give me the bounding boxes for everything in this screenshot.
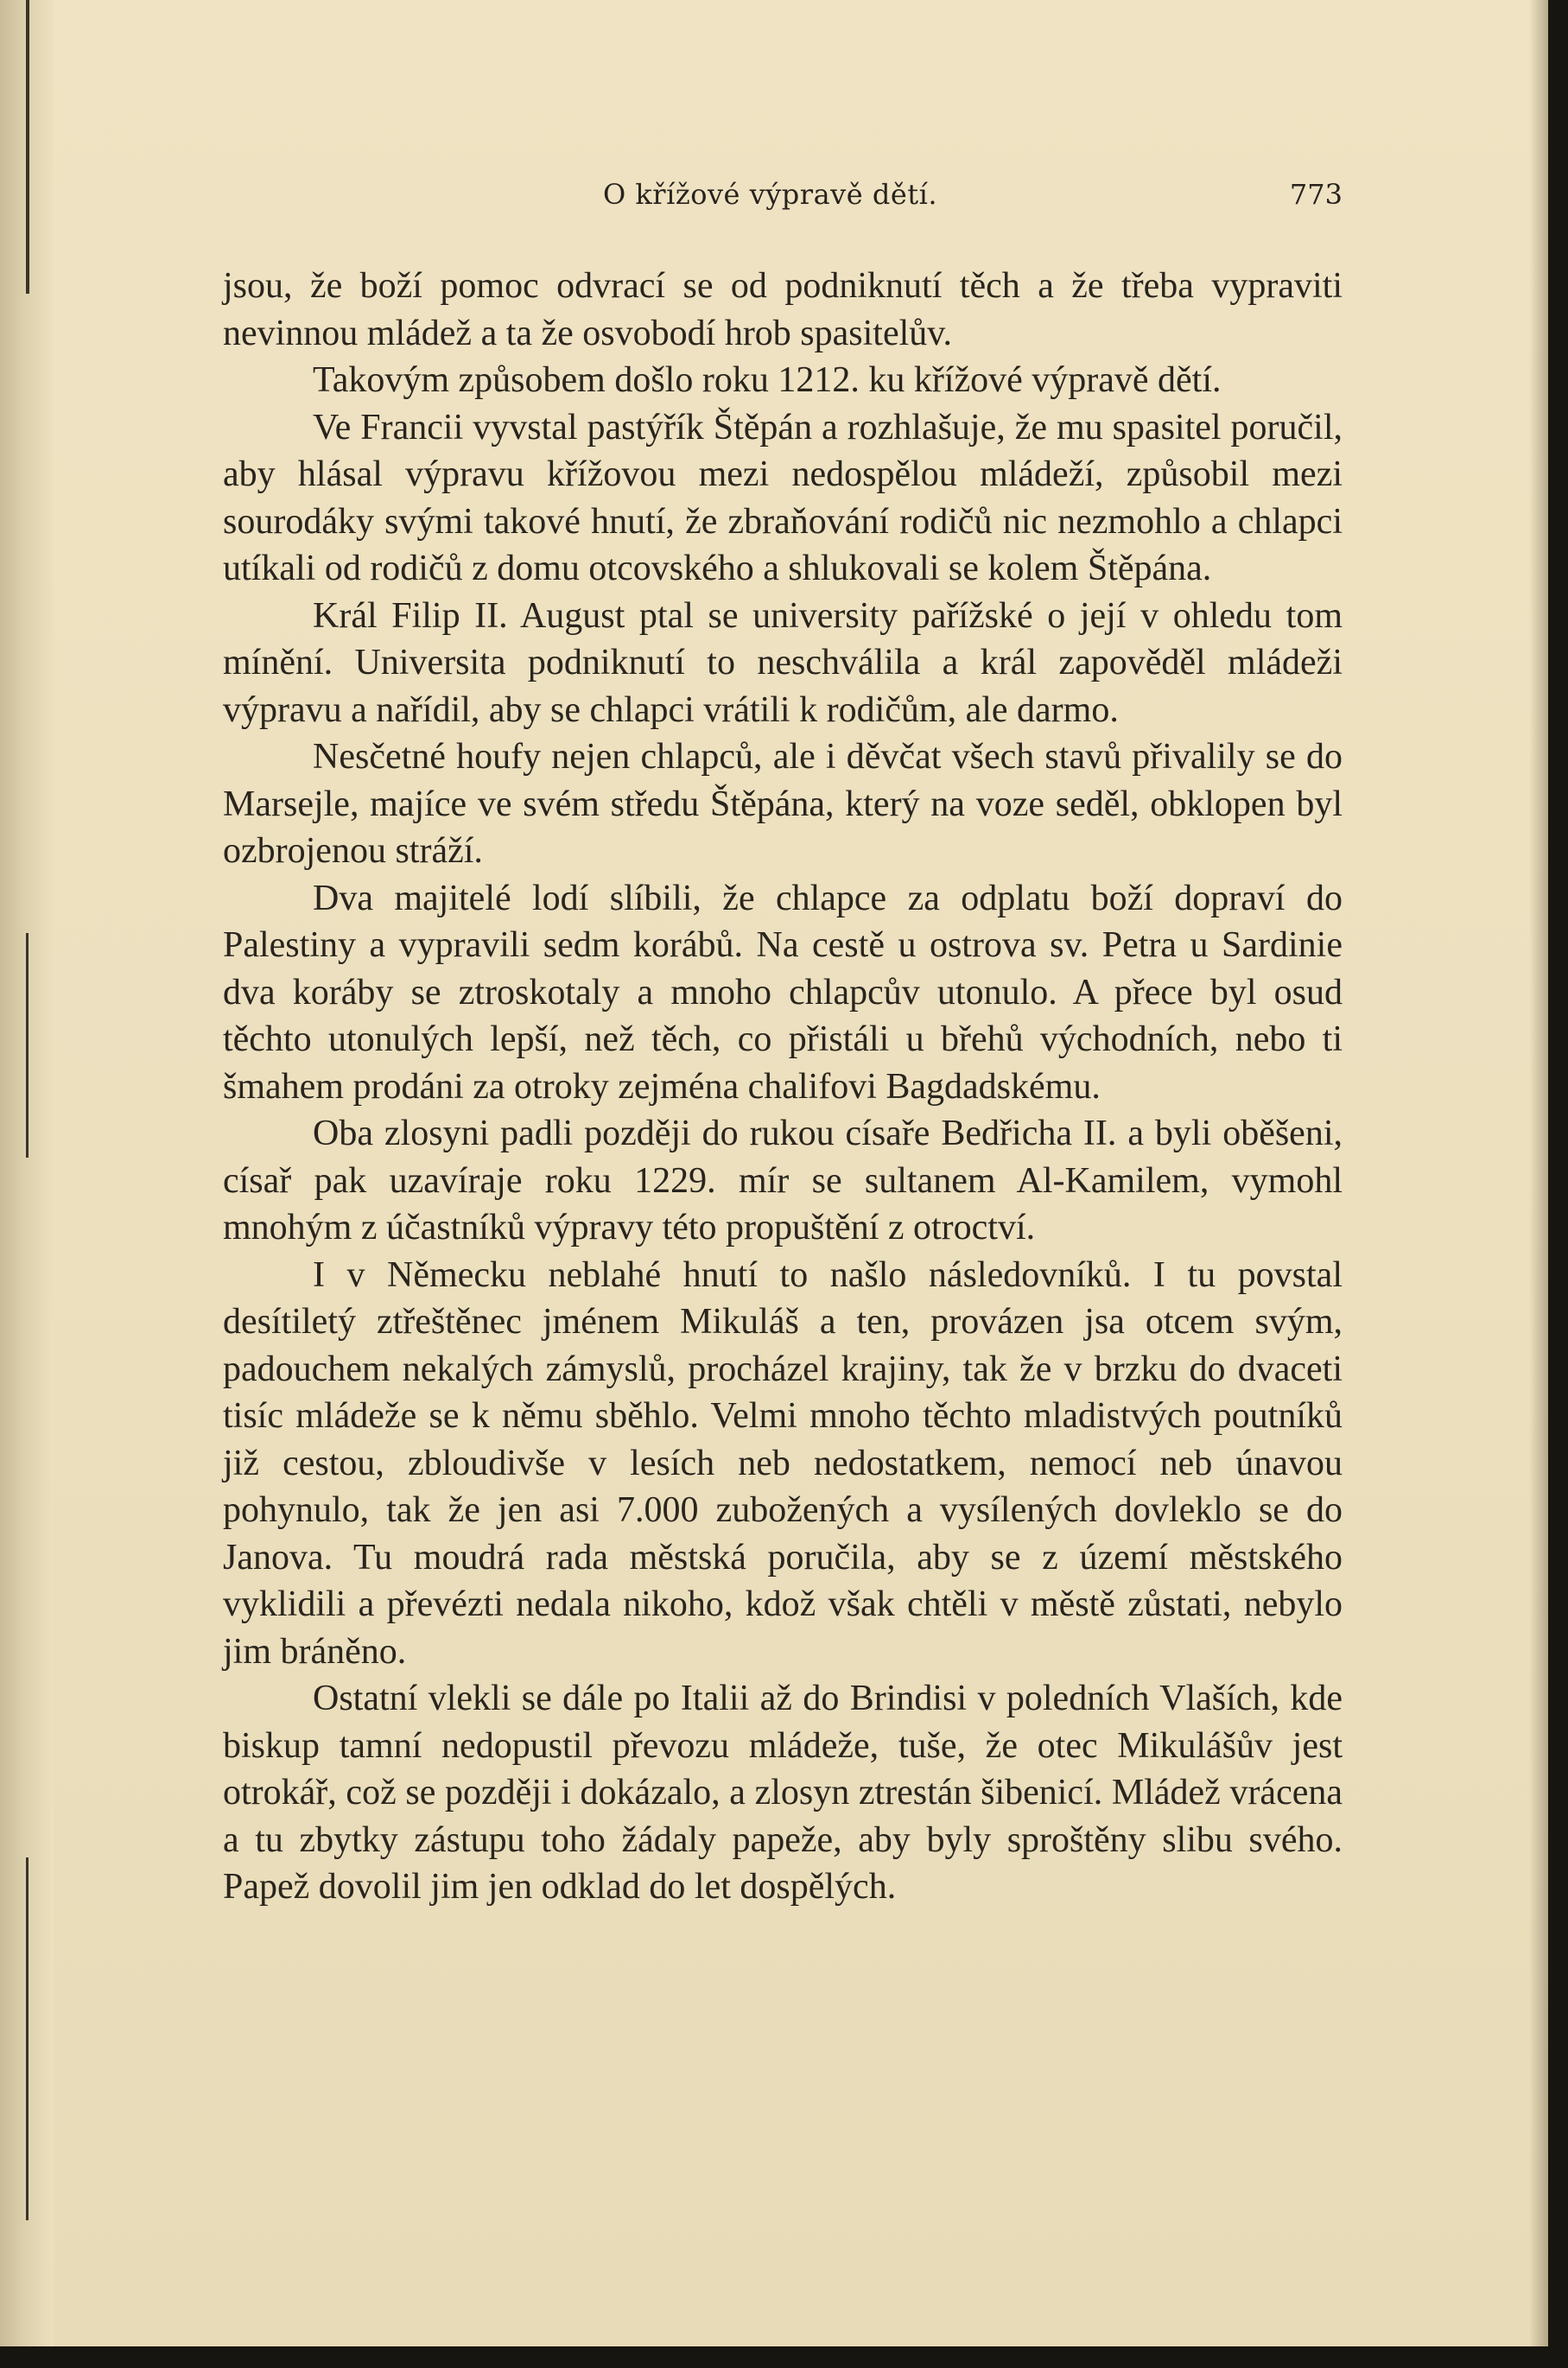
body-text	[223, 263, 1343, 1911]
paragraph: Nesčetné houfy nejen chlapců, ale i děvčat všech stavů přivalily se do Marsejle, majíce ve svém středu Štěpána, který na voze seděl, obklopen byl ozbrojenou stráží.	[223, 737, 1343, 871]
paragraph: Dva majitelé lodí slíbili, že chlapce za odplatu boží dopraví do Palestiny a vypravili sedm korábů. Na cestě u ostrova sv. Petra u Sardinie dva koráby se ztroskotaly a mnoho chlapcův utonulo. A přece byl osud těchto utonulých lepší, než těch, co přistáli u břehů východních, nebo ti šmahem prodáni za otroky zejména chalifovi Bagdadskému.	[223, 878, 1343, 1107]
paragraph: Oba zlosyni padli později do rukou císaře Bedřicha II. a byli oběšeni, císař pak uzavíraje roku 1229. mír se sultanem Al-Kamilem, vymohl mnohým z účastníků výpravy této propuštění z otroctví.	[223, 1114, 1343, 1247]
running-header	[223, 178, 1343, 230]
paragraph: Ve Francii vyvstal pastýřík Štěpán a rozhlašuje, že mu spasitel poručil, aby hlásal výpravu křížovou mezi nedospělou mládeží, způsobil mezi sourodáky svými takové hnutí, že zbraňování rodičů nic nezmohlo a chlapci utíkali od rodičů z domu otcovského a shlukovali se kolem Štěpána.	[223, 407, 1343, 588]
page-number: 773	[1289, 178, 1343, 211]
paragraph: Takovým způsobem došlo roku 1212. ku křížové výpravě dětí.	[313, 360, 1222, 400]
binding-line	[26, 0, 29, 294]
running-title: O křížové výpravě dětí.	[603, 178, 938, 211]
paragraph: Ostatní vlekli se dále po Italii až do Brindisi v poledních Vlaších, kde biskup tamní nedopustil převozu mládeže, tuše, že otec Mikulášův jest otrokář, což se později i dokázalo, a zlosyn ztrestán šibenicí. Mládež vrácena a tu zbytky zástupu toho žádaly papeže, aby byly sproštěny slibu svého. Papež dovolil jim jen odklad do let dospělých.	[223, 1679, 1343, 1907]
paragraph: Král Filip II. August ptal se university pařížské o její v ohledu tom mínění. Universita podniknutí to neschválila a král zapověděl mládeži výpravu a nařídil, aby se chlapci vrátili k rodičům, ale darmo.	[223, 595, 1343, 730]
paragraph: jsou, že boží pomoc odvrací se od podniknutí těch a že třeba vypraviti nevinnou mládež a ta že osvobodí hrob spasitelův.	[223, 266, 1343, 353]
paragraph: I v Německu neblahé hnutí to našlo následovníků. I tu povstal desítiletý ztřeštěnec jménem Mikuláš a ten, provázen jsa otcem svým, padouchem nekalých zámyslů, procházel krajiny, tak že v brzku do dvaceti tisíc mládeže se k němu sběhlo. Velmi mnoho těchto mladistvých poutníků již cestou, zbloudivše v lesích neb nedostatkem, nemocí neb únavou pohynulo, tak že jen asi 7.000 zubožených a vysílených dovleklo se do Janova. Tu moudrá rada městská poručila, aby se z území městského vyklidili a převézti nedala nikoho, kdož však chtěli v městě zůstati, nebylo jim bráněno.	[223, 1254, 1343, 1672]
binding-line	[26, 933, 29, 1158]
page-edge-shadow	[1529, 0, 1548, 2346]
binding-line	[26, 1857, 29, 2220]
